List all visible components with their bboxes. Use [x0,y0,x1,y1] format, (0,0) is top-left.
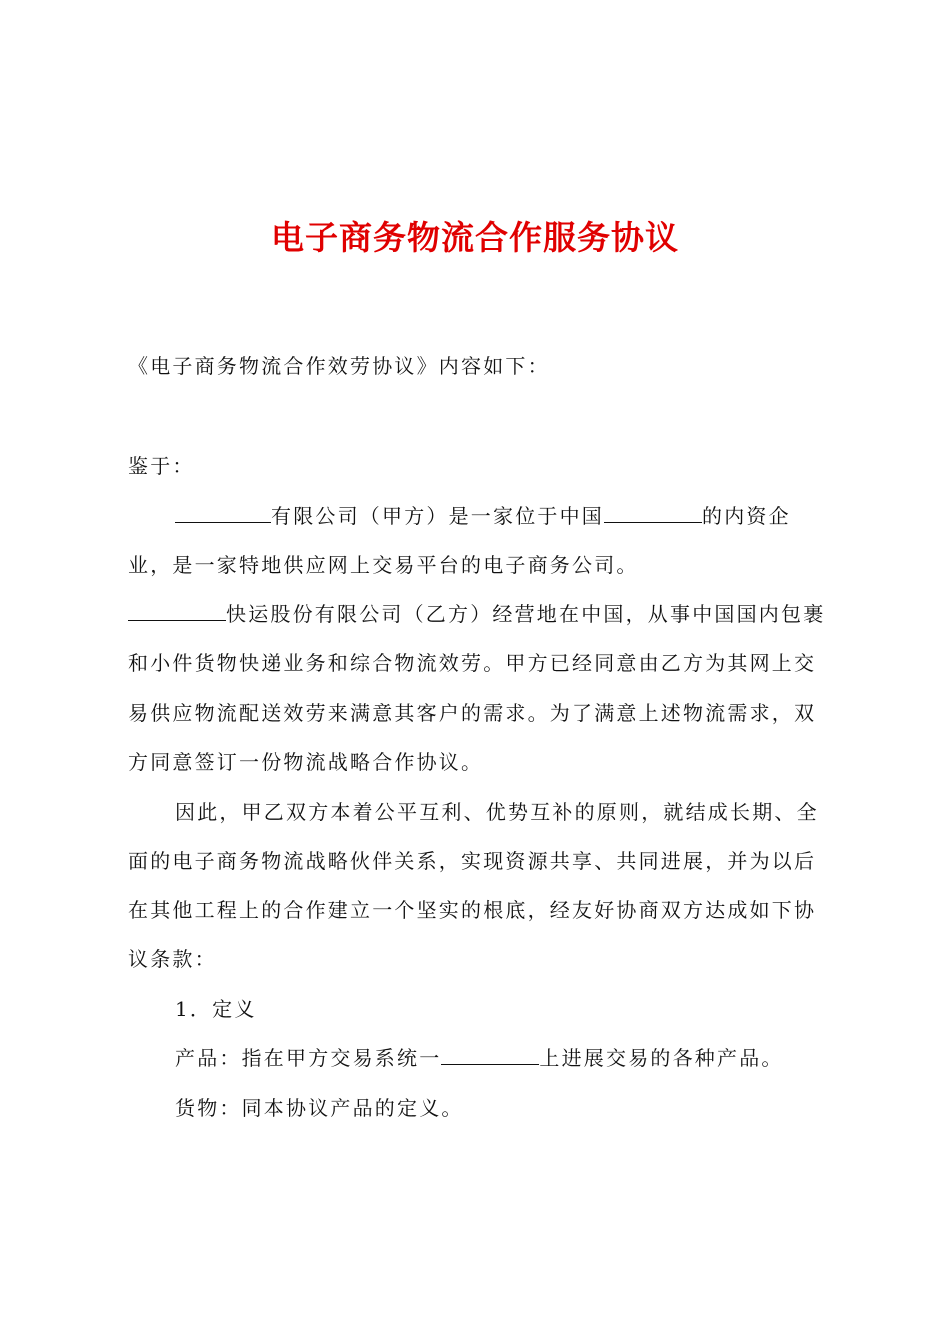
blank-field [441,1046,539,1065]
paragraph-3-line-3: 在其他工程上的合作建立一个坚实的根底，经友好协商双方达成如下协 [128,898,817,922]
paragraph-3-line-4: 议条款： [128,947,217,971]
blank-field [128,602,226,621]
paragraph-2-text-a: 快运股份有限公司（乙方）经营地在中国，从事中国国内包裹 [226,602,826,626]
section-1-heading: 1．定义 [175,997,257,1021]
document-title: 电子商务物流合作服务协议 [271,218,679,257]
product-definition [175,1044,833,1072]
blank-field [604,504,702,523]
paragraph-3-line-2: 面的电子商务物流战略伙伴关系，实现资源共享、共同进展，并为以后 [128,849,817,873]
paragraph-2-line-2: 和小件货物快递业务和综合物流效劳。甲方已经同意由乙方为其网上交 [128,651,817,675]
paragraph-3-line-1: 因此，甲乙双方本着公平互利、优势互补的原则，就结成长期、全 [175,800,819,824]
blank-field [175,504,271,523]
whereas-heading: 鉴于： [128,454,195,478]
paragraph-2-line-4: 方同意签订一份物流战略合作协议。 [128,750,484,774]
paragraph-2-line-1 [128,600,833,628]
paragraph-1-text-a: 有限公司（甲方）是一家位于中国 [271,504,604,528]
paragraph-2-line-3: 易供应物流配送效劳来满意其客户的需求。为了满意上述物流需求，双 [128,701,817,725]
paragraph-1-line-1 [175,502,833,530]
intro-line: 《电子商务物流合作效劳协议》内容如下： [128,354,550,378]
goods-definition: 货物：同本协议产品的定义。 [175,1096,464,1120]
paragraph-1-line-2: 业，是一家特地供应网上交易平台的电子商务公司。 [128,553,639,577]
product-text-b: 上进展交易的各种产品。 [539,1046,784,1070]
paragraph-1-text-b: 的内资企 [702,504,791,528]
product-text-a: 产品：指在甲方交易系统一 [175,1046,442,1070]
